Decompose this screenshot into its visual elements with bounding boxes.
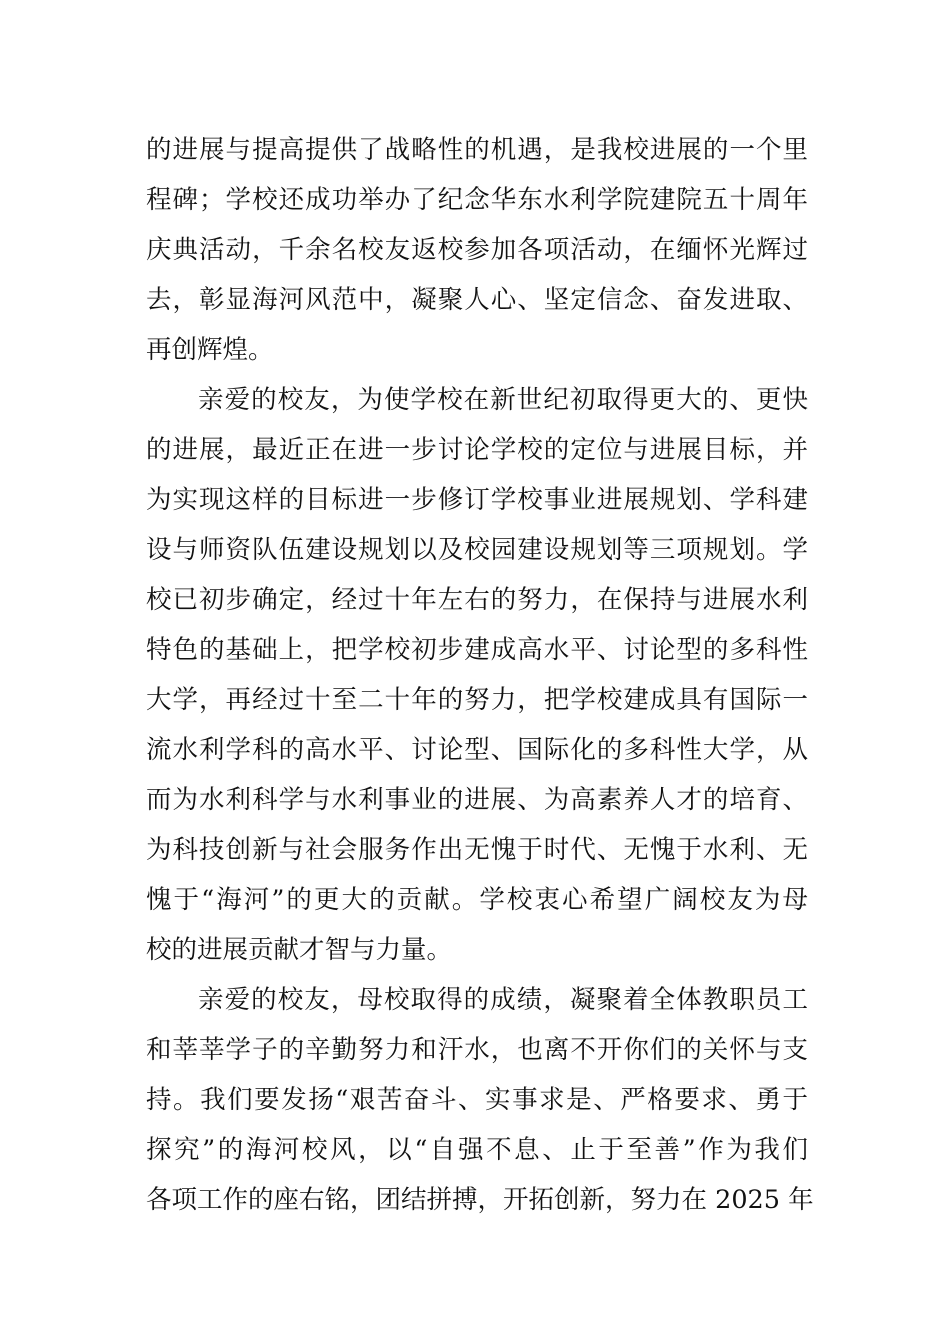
text-line: 愧于“海河”的更大的贡献。学校衷心希望广阔校友为母 <box>146 885 808 915</box>
text-line: 设与师资队伍建设规划以及校园建设规划等三项规划。学 <box>146 535 808 565</box>
text-line: 程碑；学校还成功举办了纪念华东水利学院建院五十周年 <box>146 185 808 215</box>
text-line: 持。我们要发扬“艰苦奋斗、实事求是、严格要求、勇于 <box>146 1085 808 1115</box>
paragraph-first-line: 亲爱的校友，母校取得的成绩，凝聚着全体教职员工 <box>198 985 808 1015</box>
text-line: 庆典活动，千余名校友返校参加各项活动，在缅怀光辉过 <box>146 235 808 265</box>
text-line: 而为水利科学与水利事业的进展、为高素养人才的培育、 <box>146 785 808 815</box>
text-line: 各项工作的座右铭，团结拼搏，开拓创新，努力在 2025 年 <box>146 1185 814 1215</box>
text-line: 的进展，最近正在进一步讨论学校的定位与进展目标，并 <box>146 435 808 465</box>
text-line: 校已初步确定，经过十年左右的努力，在保持与进展水利 <box>146 585 808 615</box>
text-line: 再创辉煌。 <box>146 335 274 365</box>
text-line: 校的进展贡献才智与力量。 <box>146 935 453 965</box>
text-line: 大学，再经过十至二十年的努力，把学校建成具有国际一 <box>146 685 808 715</box>
text-line: 为实现这样的目标进一步修订学校事业进展规划、学科建 <box>146 485 808 515</box>
text-line: 的进展与提高提供了战略性的机遇，是我校进展的一个里 <box>146 135 808 165</box>
text-line: 流水利学科的高水平、讨论型、国际化的多科性大学，从 <box>146 735 808 765</box>
paragraph-first-line: 亲爱的校友，为使学校在新世纪初取得更大的、更快 <box>198 385 808 415</box>
text-line: 为科技创新与社会服务作出无愧于时代、无愧于水利、无 <box>146 835 808 865</box>
text-line: 和莘莘学子的辛勤努力和汗水，也离不开你们的关怀与支 <box>146 1035 808 1065</box>
text-line: 去，彰显海河风范中，凝聚人心、坚定信念、奋发进取、 <box>146 285 808 315</box>
text-line: 探究”的海河校风，以“自强不息、止于至善”作为我们 <box>146 1135 808 1165</box>
text-line: 特色的基础上，把学校初步建成高水平、讨论型的多科性 <box>146 635 808 665</box>
